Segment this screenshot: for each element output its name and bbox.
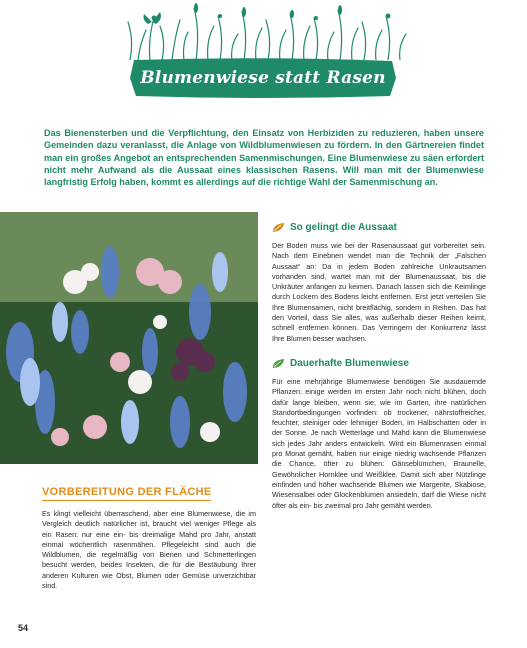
- right-column: [272, 222, 486, 511]
- section-heading-dauerhaft-label: Dauerhafte Blumenwiese: [290, 357, 409, 369]
- aussaat-body: Der Boden muss wie bei der Rasenaussaat gut vorbereitet sein. Nach dem Einebnen wendet man die Technik der „Falschen Aussaat“ an: Da in jedem Boden zahlreiche Unkrautsamen vorhanden sind, wartet man mit der Blumenaussaat, bis die Unkräuter anfangen zu keimen. Danach lassen sich die Keimlinge durch Lockern des Bodens leicht entfernen. Erst jetzt verteilen Sie Ihre Blumensamen, nicht breitflächig, sondern in Reihen. Das hat den Vorteil, dass Sie alles, was außerhalb dieser Reihen keimt, schnell entfernen können. Das Verringern der Konkurrenz lässt Ihre Blumen besser wachsen.: [272, 241, 486, 343]
- preparation-section: [42, 482, 256, 591]
- leaf-bullet-icon: [272, 358, 285, 369]
- intro-paragraph: Das Bienensterben und die Verpflichtung, den Einsatz von Herbiziden zu reduzieren, haben unsere Gemeinden dazu veranlasst, die Anlage von Wildblumenwiesen zu fördern. In den Gärtnereien findet man ein großes Angebot an entsprechenden Samenmischungen. Eine Blumenwiese zu säen erfordert nicht mehr Aufwand als die Aussaat eines klassischen Rasens. Will man mit der Blumenwiese langfristig Erfolg haben, kommt es allerdings auf die richtige Wahl der Samenmischung an.: [44, 128, 484, 188]
- section-heading-preparation: VORBEREITUNG DER FLÄCHE: [42, 486, 211, 501]
- dauerhaft-body: Für eine mehrjährige Blumenwiese benötigen Sie ausdauernde Pflanzen: einige werden im ersten Jahr noch nicht blühen, doch dafür lange bleiben, wenn sie, wie im Garten, ihre natürlichen Standortbedingungen vorfinden: ob trockener, nährstoffreicher, feuchter, steiniger oder lehmiger Boden, im Halbschatten oder in der Sonne. Je nach Wetterlage und Mahd kann die Blumenwiese sich jedes Jahr anders entwickeln. Wird ein Blumenrasen einmal pro Monat gemäht, haben nur einige niedrig wachsende Pflanzen die Chance, öfter zu blühen: Gänseblümchen, Braunelle, Gewöhnlicher Hornklee und Weißklee. Damit sich aber Nützlinge einfinden und höher wachsende Blumen wie Margerite, Skabiose, Wiesensalbei oder Glockenblumen ansiedeln, darf die Wiese nicht öfter als ein- bis zweimal pro Jahr gemäht werden.: [272, 376, 486, 510]
- page-title: Blumenwiese statt Rasen: [140, 68, 386, 88]
- section-heading-aussaat: [272, 222, 486, 233]
- section-heading-dauerhaft: [272, 358, 486, 369]
- page-number: 54: [18, 623, 29, 633]
- grass-illustration: [120, 0, 410, 60]
- leaf-bullet-icon: [272, 222, 285, 233]
- flower-meadow-photo: [0, 212, 258, 464]
- section-heading-aussaat-label: So gelingt die Aussaat: [290, 222, 397, 233]
- preparation-body: Es klingt vielleicht überraschend, aber eine Blumenwiese, die im Vergleich deutlich natürlicher ist, braucht viel weniger Pflege als ein Rasen: nur eine ein- bis dreimalige Mahd pro Jahr, anstatt einmal wöchentlich rasenmähen. Pflegeleicht sind auch die Wildblumen, die regelmäßig von Bienen und Schmetterlingen besucht werden, beides Insekten, die für die Bestäubung Ihrer anderen Kulturen wie Obst, Blumen oder Gemüse unverzichtbar sind.: [42, 509, 256, 591]
